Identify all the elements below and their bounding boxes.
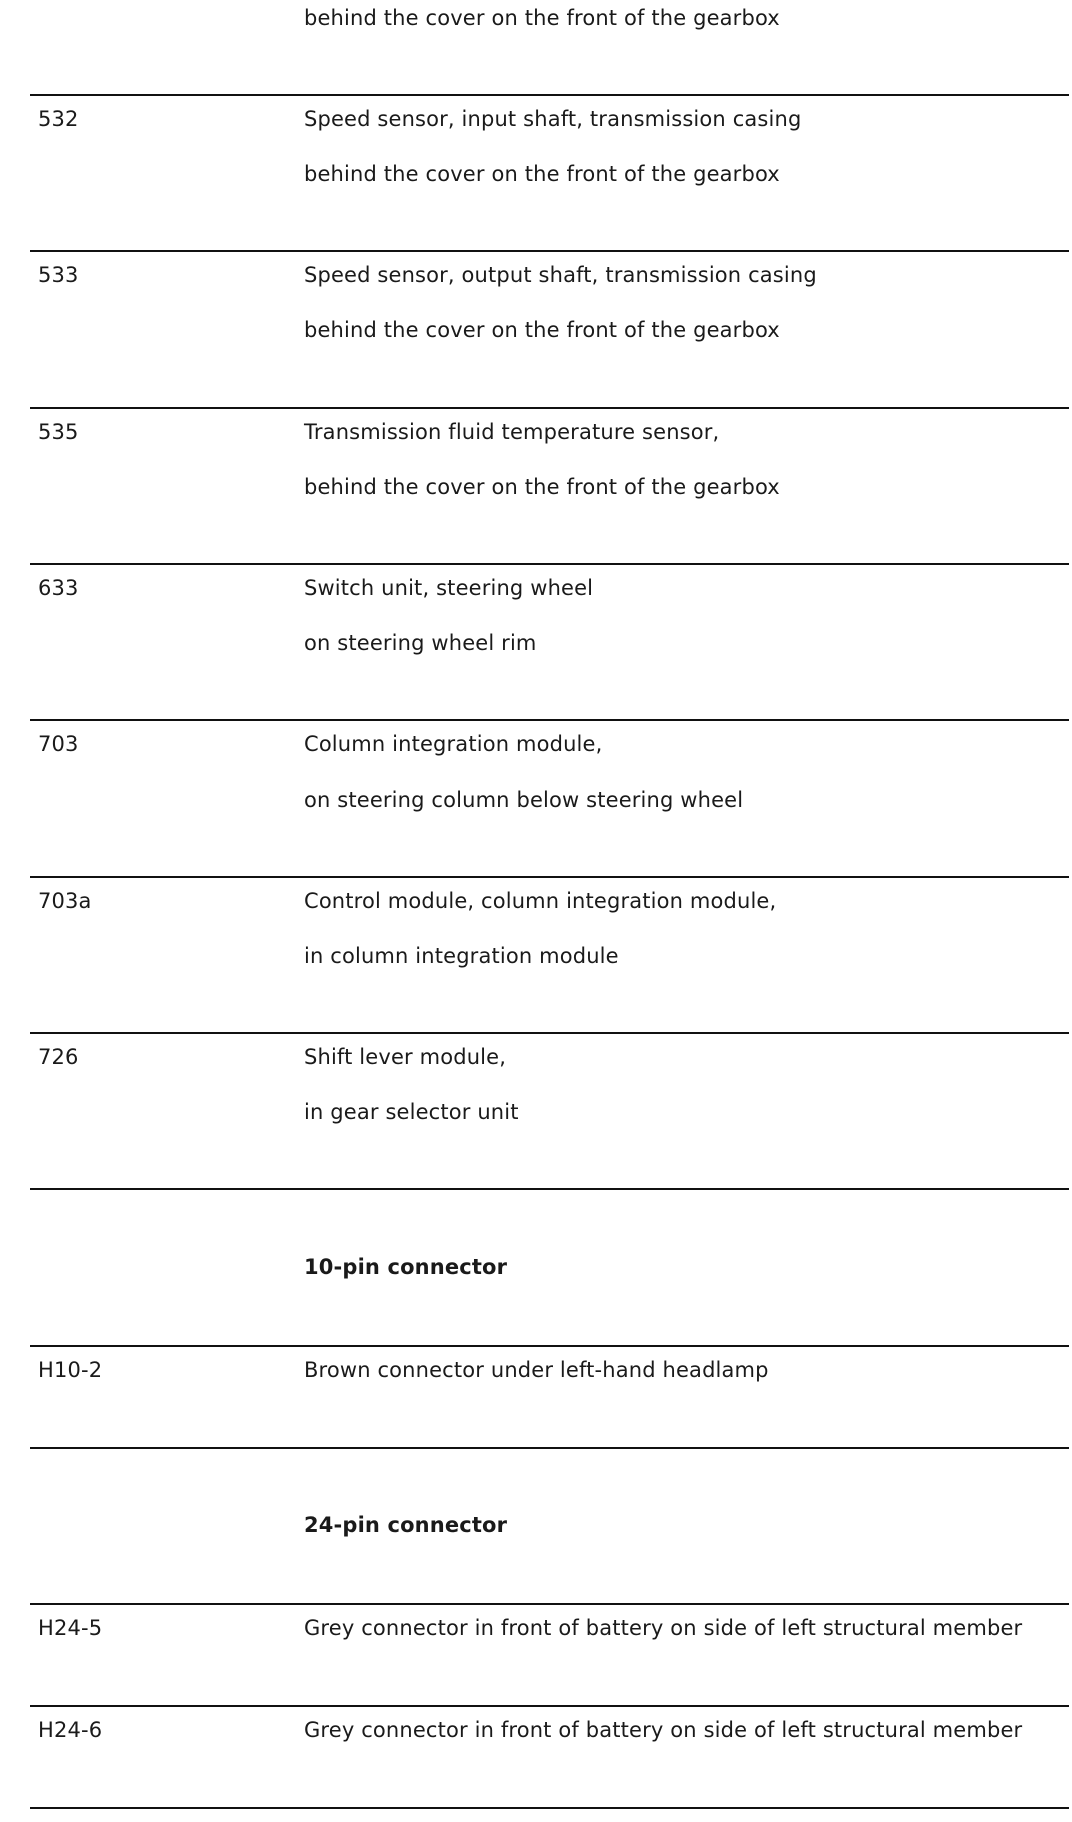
row-divider (30, 1603, 1069, 1605)
component-location: in gear selector unit (304, 1100, 519, 1124)
component-code: 532 (38, 107, 79, 131)
component-code: 533 (38, 263, 79, 287)
row-divider (30, 1807, 1069, 1809)
component-code: 703 (38, 732, 79, 756)
connector-code: H10-2 (38, 1358, 103, 1382)
top-continuation-text: behind the cover on the front of the gearbox (304, 6, 780, 30)
component-description: Switch unit, steering wheel (304, 576, 594, 600)
component-code: 633 (38, 576, 79, 600)
component-code: 535 (38, 420, 79, 444)
row-divider (30, 94, 1069, 96)
component-description: Speed sensor, input shaft, transmission casing (304, 107, 802, 131)
section-divider (30, 1447, 1069, 1449)
row-divider (30, 1032, 1069, 1034)
component-location: behind the cover on the front of the gearbox (304, 162, 780, 186)
row-divider (30, 1345, 1069, 1347)
row-divider (30, 407, 1069, 409)
component-description: Transmission fluid temperature sensor, (304, 420, 720, 444)
row-divider (30, 719, 1069, 721)
connector-location: Grey connector in front of battery on side of left structural member (304, 1718, 1023, 1742)
section-heading-24-pin: 24-pin connector (304, 1513, 508, 1537)
component-location: on steering column below steering wheel (304, 788, 744, 812)
connector-location: Grey connector in front of battery on side of left structural member (304, 1616, 1023, 1640)
component-description: Column integration module, (304, 732, 603, 756)
component-description: Shift lever module, (304, 1045, 507, 1069)
row-divider (30, 250, 1069, 252)
row-divider (30, 563, 1069, 565)
component-description: Speed sensor, output shaft, transmission casing (304, 263, 817, 287)
component-location: behind the cover on the front of the gearbox (304, 318, 780, 342)
component-location: on steering wheel rim (304, 631, 537, 655)
component-description: Control module, column integration module, (304, 889, 777, 913)
component-code: 703a (38, 889, 92, 913)
component-location: behind the cover on the front of the gearbox (304, 475, 780, 499)
row-divider (30, 1705, 1069, 1707)
component-code: 726 (38, 1045, 79, 1069)
connector-code: H24-6 (38, 1718, 103, 1742)
row-divider (30, 876, 1069, 878)
connector-location: Brown connector under left-hand headlamp (304, 1358, 769, 1382)
connector-code: H24-5 (38, 1616, 103, 1640)
component-location: in column integration module (304, 944, 619, 968)
section-divider (30, 1188, 1069, 1190)
section-heading-10-pin: 10-pin connector (304, 1255, 508, 1279)
